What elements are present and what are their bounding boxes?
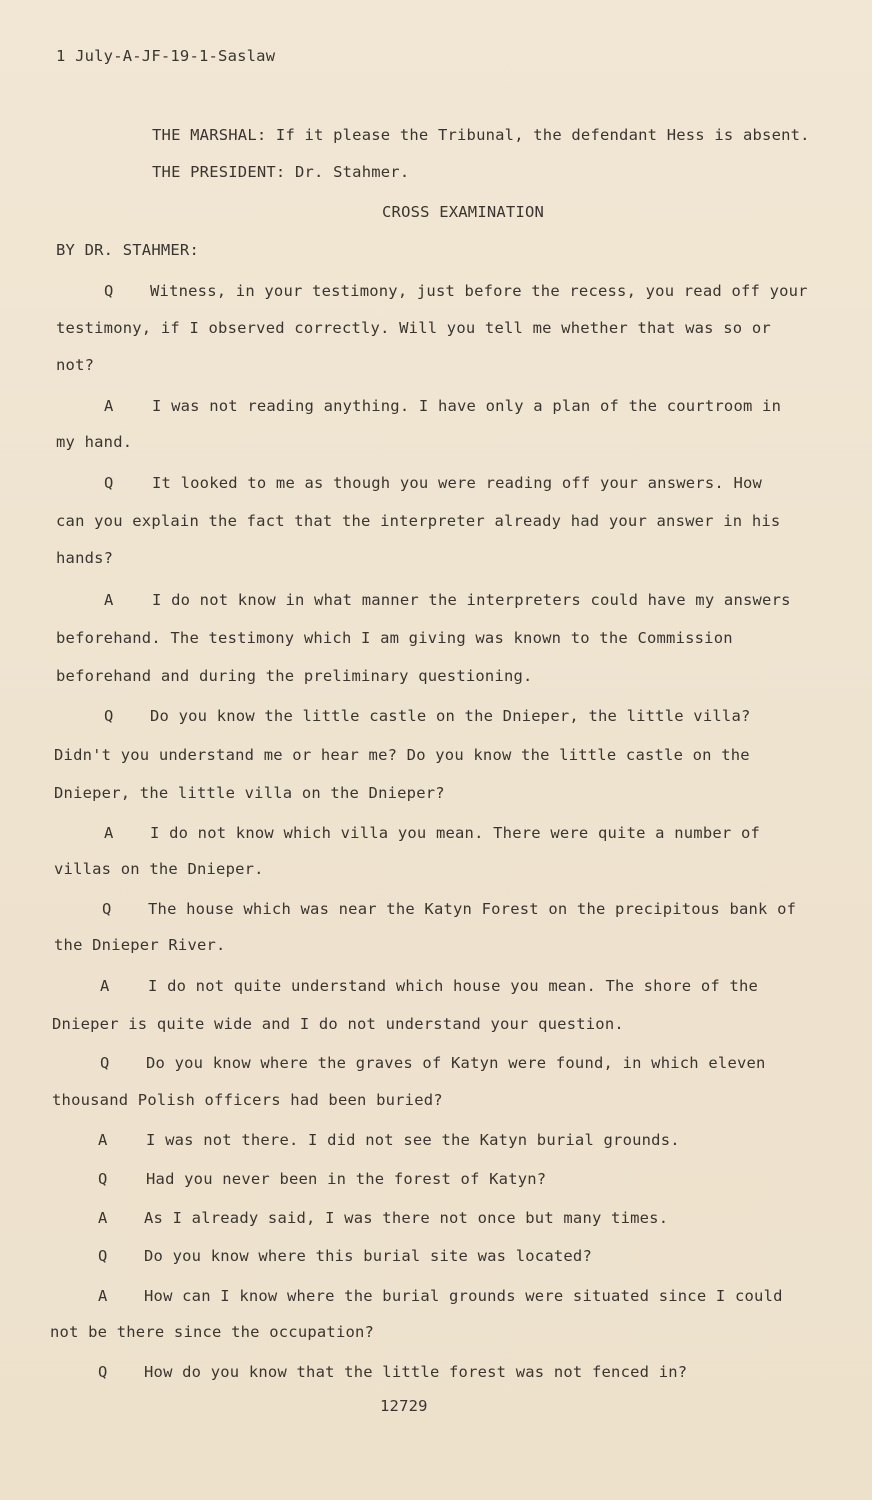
qa-line: How do you know that the little forest was not fenced in? (144, 1363, 688, 1381)
qa-label: Q (98, 1247, 108, 1265)
qa-line: Do you know where the graves of Katyn were found, in which eleven (146, 1054, 766, 1072)
qa-line: I was not reading anything. I have only a plan of the courtroom in (152, 397, 782, 415)
qa-label: A (104, 591, 114, 609)
qa-line: my hand. (56, 433, 133, 451)
document-id: 1 July-A-JF-19-1-Saslaw (56, 47, 276, 65)
qa-line: Do you know the little castle on the Dnieper, the little villa? (150, 707, 751, 725)
qa-line: hands? (56, 549, 114, 567)
qa-label: A (98, 1209, 108, 1227)
qa-label: A (98, 1131, 108, 1149)
qa-line: Didn't you understand me or hear me? Do you know the little castle on the (54, 746, 750, 764)
qa-line: can you explain the fact that the interpreter already had your answer in his (56, 512, 781, 530)
qa-label: A (104, 397, 114, 415)
qa-label: Q (98, 1170, 108, 1188)
qa-label: Q (102, 900, 112, 918)
qa-line: It looked to me as though you were reading off your answers. How (152, 474, 763, 492)
president-statement: THE PRESIDENT: Dr. Stahmer. (152, 163, 410, 181)
qa-line: I was not there. I did not see the Katyn burial grounds. (146, 1131, 680, 1149)
qa-line: not be there since the occupation? (50, 1323, 375, 1341)
qa-line: I do not quite understand which house you mean. The shore of the (148, 977, 759, 995)
qa-line: As I already said, I was there not once but many times. (144, 1209, 669, 1227)
qa-line: not? (56, 356, 95, 374)
qa-label: Q (98, 1363, 108, 1381)
qa-line: Had you never been in the forest of Katyn? (146, 1170, 547, 1188)
qa-line: The house which was near the Katyn Forest on the precipitous bank of (148, 900, 797, 918)
qa-line: I do not know which villa you mean. There were quite a number of (150, 824, 761, 842)
section-title: CROSS EXAMINATION (382, 203, 545, 221)
qa-line: thousand Polish officers had been buried? (52, 1091, 443, 1109)
qa-line: Dnieper, the little villa on the Dnieper? (54, 784, 445, 802)
qa-label: A (100, 977, 110, 995)
examiner-line: BY DR. STAHMER: (56, 241, 199, 259)
qa-label: Q (100, 1054, 110, 1072)
qa-label: A (98, 1287, 108, 1305)
qa-line: How can I know where the burial grounds were situated since I could (144, 1287, 783, 1305)
qa-line: the Dnieper River. (54, 936, 226, 954)
qa-line: Witness, in your testimony, just before the recess, you read off your (150, 282, 808, 300)
qa-line: I do not know in what manner the interpreters could have my answers (152, 591, 791, 609)
marshal-statement: THE MARSHAL: If it please the Tribunal, the defendant Hess is absent. (152, 126, 810, 144)
qa-line: Dnieper is quite wide and I do not understand your question. (52, 1015, 624, 1033)
qa-label: Q (104, 707, 114, 725)
qa-line: beforehand and during the preliminary questioning. (56, 667, 533, 685)
page-number: 12729 (380, 1397, 428, 1415)
qa-line: beforehand. The testimony which I am giving was known to the Commission (56, 629, 733, 647)
qa-line: villas on the Dnieper. (54, 860, 264, 878)
qa-line: Do you know where this burial site was located? (144, 1247, 592, 1265)
qa-label: Q (104, 282, 114, 300)
qa-label: Q (104, 474, 114, 492)
qa-label: A (104, 824, 114, 842)
qa-line: testimony, if I observed correctly. Will you tell me whether that was so or (56, 319, 771, 337)
